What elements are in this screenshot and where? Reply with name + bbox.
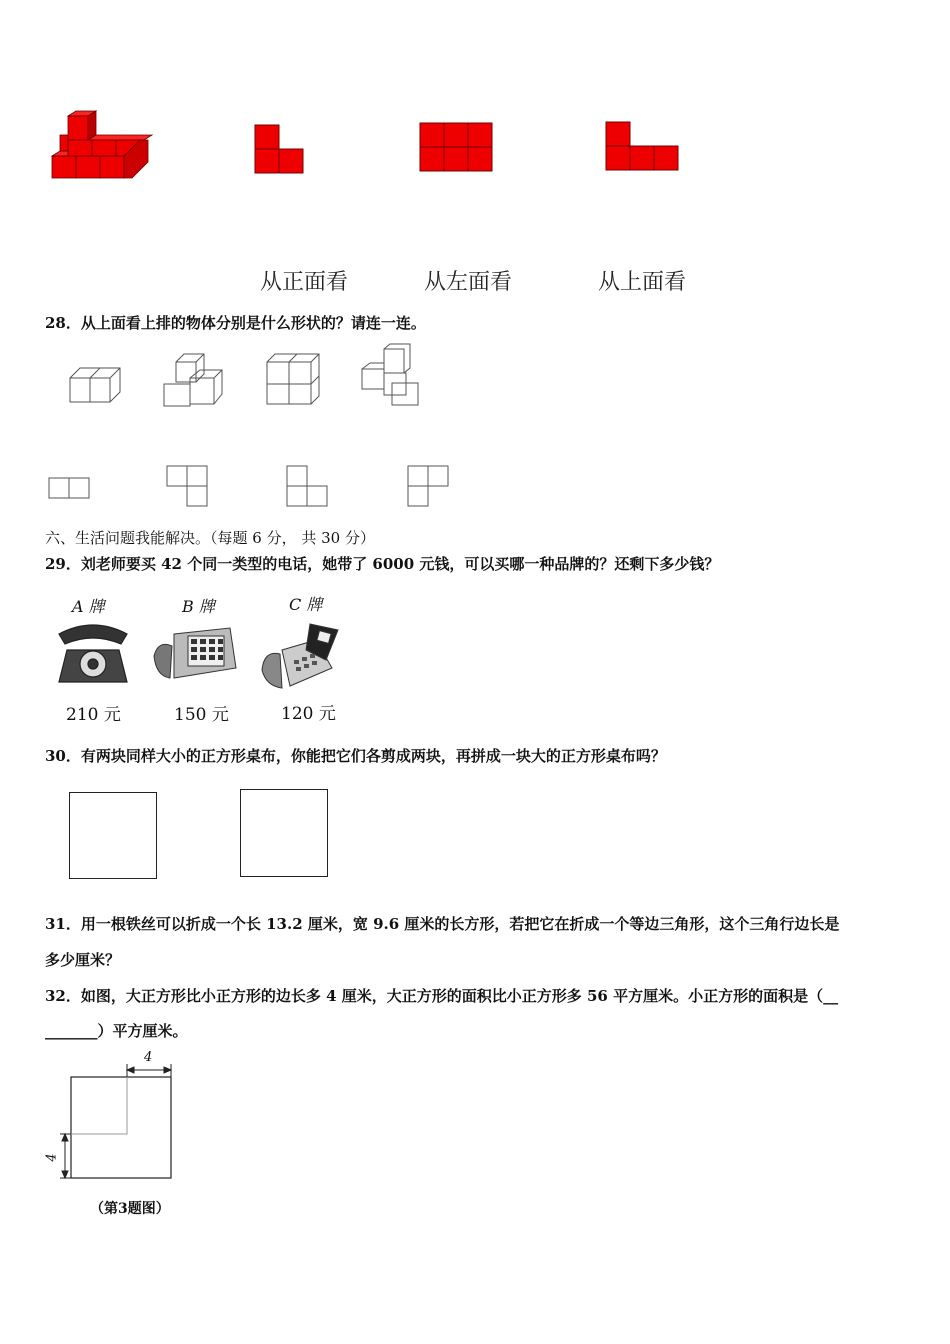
left-view-label: 从左面看 (424, 270, 513, 295)
nested-squares-diagram (46, 1050, 186, 1190)
rotary-phone-icon (55, 620, 131, 686)
square-tablecloth-2 (240, 789, 328, 877)
question-30: 30．有两块同样大小的正方形桌布，你能把它们各剪成两块，再拼成一块大的正方形桌布吗？ (45, 747, 666, 765)
outline-cubes-object-1 (68, 362, 124, 406)
dimension-top-label: 4 (144, 1050, 153, 1065)
red-left-view (420, 123, 494, 173)
phone-a-brand: A 牌 (72, 597, 105, 616)
question-32-line2: _______）平方厘米。 (45, 1022, 188, 1040)
dimension-left-label: 4 (44, 1153, 60, 1162)
figure-caption: （第3题图） (90, 1201, 170, 1217)
phone-a-price: 210 元 (66, 705, 121, 725)
outline-cubes-object-4 (360, 343, 424, 407)
phone-c-brand: C 牌 (289, 595, 323, 614)
section-6-title: 六、生活问题我能解决。（每题 6 分， 共 30 分） (45, 529, 375, 547)
question-29: 29．刘老师要买 42 个同一类型的电话，她带了 6000 元钱，可以买哪一种品牌的？还剩下多少钱？ (45, 555, 720, 573)
top-view-shape-3 (286, 465, 332, 511)
top-view-shape-4 (407, 465, 453, 511)
front-view-label: 从正面看 (260, 270, 349, 295)
phone-b-price: 150 元 (174, 705, 229, 725)
question-32-line1: 32．如图，大正方形比小正方形的边长多 4 厘米，大正方形的面积比小正方形多 56 平方厘米。小正方形的面积是（__ (45, 987, 839, 1005)
top-view-shape-1 (48, 477, 92, 501)
office-phone-icon (260, 620, 344, 692)
red-top-view (606, 122, 680, 172)
keypad-phone-icon (152, 622, 238, 682)
question-31-line2: 多少厘米？ (45, 951, 121, 969)
outline-cubes-object-2 (162, 348, 226, 408)
top-view-label: 从上面看 (598, 270, 687, 295)
phone-c-price: 120 元 (281, 704, 336, 724)
outline-cubes-object-3 (265, 352, 321, 408)
phone-b-brand: B 牌 (182, 597, 215, 616)
top-view-shape-2 (166, 465, 212, 511)
red-cube-3d-figure (52, 108, 152, 184)
red-front-view (255, 125, 305, 175)
square-tablecloth-1 (69, 792, 157, 879)
question-31-line1: 31．用一根铁丝可以折成一个长 13.2 厘米，宽 9.6 厘米的长方形，若把它在折成一个等边三角形，这个三角行边长是 (45, 915, 840, 933)
question-28: 28．从上面看上排的物体分别是什么形状的？请连一连。 (45, 314, 426, 332)
